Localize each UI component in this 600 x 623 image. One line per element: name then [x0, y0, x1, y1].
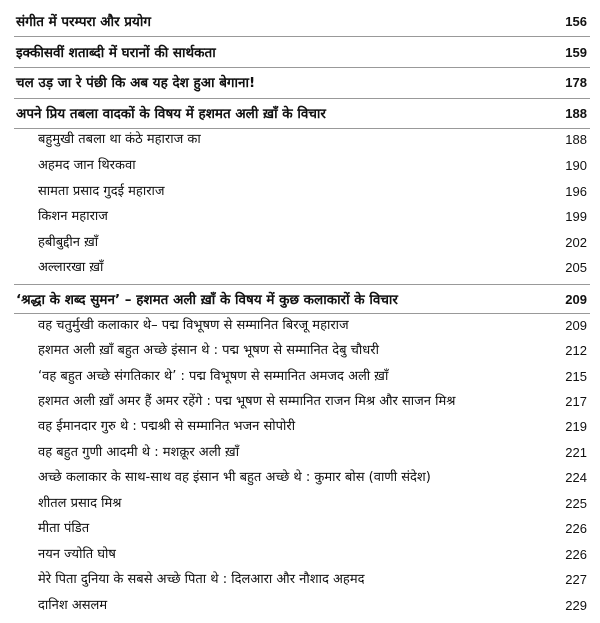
toc-entry-page: 205	[565, 260, 587, 275]
toc-entry-title: इक्कीसवीं शताब्दी में घरानों की सार्थकता	[16, 45, 216, 61]
toc-entry-title: ‘श्रद्धा के शब्द सुमन’ – हशमत अली ख़ाँ के विषय में कुछ कलाकारों के विचार	[16, 292, 398, 308]
toc-entry-title: हबीबुद्दीन ख़ाँ	[38, 235, 99, 250]
toc-entry	[0, 130, 600, 156]
toc-entry-page: 190	[565, 158, 587, 173]
toc-entry	[0, 494, 600, 520]
toc-entry-title: अल्लारखा ख़ाँ	[38, 260, 104, 275]
toc-entry-title: वह ईमानदार गुरु थे : पद्मश्री से सम्मानित भजन सोपोरी	[38, 419, 296, 434]
toc-entry	[0, 596, 600, 622]
section-divider	[14, 67, 590, 68]
toc-entry-title: वह चतुर्मुखी कलाकार थे– पद्म विभूषण से सम्मानित बिरजू महाराज	[38, 318, 349, 333]
section-divider	[14, 128, 590, 129]
toc-entry-page: 209	[565, 318, 587, 333]
toc-entry-page: 225	[565, 496, 587, 511]
toc-entry-page: 196	[565, 184, 587, 199]
toc-entry-title: शीतल प्रसाद मिश्र	[38, 496, 122, 511]
toc-entry-title: सामता प्रसाद गुदई महाराज	[38, 184, 165, 199]
toc-entry-page: 217	[565, 394, 587, 409]
toc-entry	[0, 104, 600, 130]
toc-entry-page: 202	[565, 235, 587, 250]
toc-entry	[0, 182, 600, 208]
toc-entry-title: मेरे पिता दुनिया के सबसे अच्छे पिता थे : दिलआरा और नौशाद अहमद	[38, 572, 365, 587]
toc-entry-title: अच्छे कलाकार के साथ-साथ वह इंसान भी बहुत अच्छे थे : कुमार बोस (वाणी संदेश)	[38, 470, 431, 485]
toc-entry	[0, 392, 600, 418]
toc-entry	[0, 43, 600, 69]
toc-entry	[0, 545, 600, 571]
toc-entry-page: 159	[565, 45, 587, 60]
toc-entry-title: बहुमुखी तबला था कंठे महाराज का	[38, 132, 201, 147]
toc-entry-title: वह बहुत गुणी आदमी थे : मशक़ूर अली ख़ाँ	[38, 445, 240, 460]
toc-entry-page: 224	[565, 470, 587, 485]
toc-entry-title: किशन महाराज	[38, 209, 108, 224]
section-divider	[14, 313, 590, 314]
toc-entry-page: 188	[565, 106, 587, 121]
toc-entry-page: 219	[565, 419, 587, 434]
toc-entry-page: 221	[565, 445, 587, 460]
toc-entry-title: हशमत अली ख़ाँ अमर हैं अमर रहेंगे : पद्म भूषण से सम्मानित राजन मिश्र और साजन मिश्र	[38, 394, 456, 409]
toc-entry-page: 199	[565, 209, 587, 224]
toc-entry	[0, 570, 600, 596]
toc-entry	[0, 341, 600, 367]
toc-entry-page: 229	[565, 598, 587, 613]
toc-entry-title: हशमत अली ख़ाँ बहुत अच्छे इंसान थे : पद्म भूषण से सम्मानित देबु चौधरी	[38, 343, 379, 358]
toc-entry	[0, 156, 600, 182]
toc-entry-title: ‘वह बहुत अच्छे संगतिकार थे’ : पद्म विभूषण से सम्मानित अमजद अली ख़ाँ	[38, 369, 389, 384]
toc-entry	[0, 519, 600, 545]
toc-entry	[0, 367, 600, 393]
toc-entry-title: संगीत में परम्परा और प्रयोग	[16, 14, 151, 30]
toc-entry-title: नयन ज्योति घोष	[38, 547, 116, 562]
toc-entry	[0, 233, 600, 259]
toc-entry-page: 212	[565, 343, 587, 358]
toc-entry	[0, 258, 600, 284]
toc-entry-page: 178	[565, 75, 587, 90]
toc-entry-title: अपने प्रिय तबला वादकों के विषय में हशमत अली ख़ाँ के विचार	[16, 106, 326, 122]
toc-entry	[0, 443, 600, 469]
toc-entry-title: दानिश असलम	[38, 598, 108, 613]
toc-entry-title: मीता पंडित	[38, 521, 90, 536]
toc-entry-page: 215	[565, 369, 587, 384]
toc-entry	[0, 316, 600, 342]
section-divider	[14, 284, 590, 285]
toc-entry-page: 226	[565, 547, 587, 562]
toc-entry-page: 156	[565, 14, 587, 29]
toc-entry	[0, 73, 600, 99]
toc-entry	[0, 12, 600, 38]
toc-entry	[0, 207, 600, 233]
toc-entry	[0, 468, 600, 494]
toc-entry	[0, 417, 600, 443]
toc-entry-page: 209	[565, 292, 587, 307]
section-divider	[14, 36, 590, 37]
toc-entry-title: चल उड़ जा रे पंछी कि अब यह देश हुआ बेगाना!	[16, 75, 256, 91]
toc-entry-title: अहमद जान थिरकवा	[38, 158, 136, 173]
section-divider	[14, 98, 590, 99]
toc-entry-page: 226	[565, 521, 587, 536]
toc-entry-page: 227	[565, 572, 587, 587]
toc-entry-page: 188	[565, 132, 587, 147]
